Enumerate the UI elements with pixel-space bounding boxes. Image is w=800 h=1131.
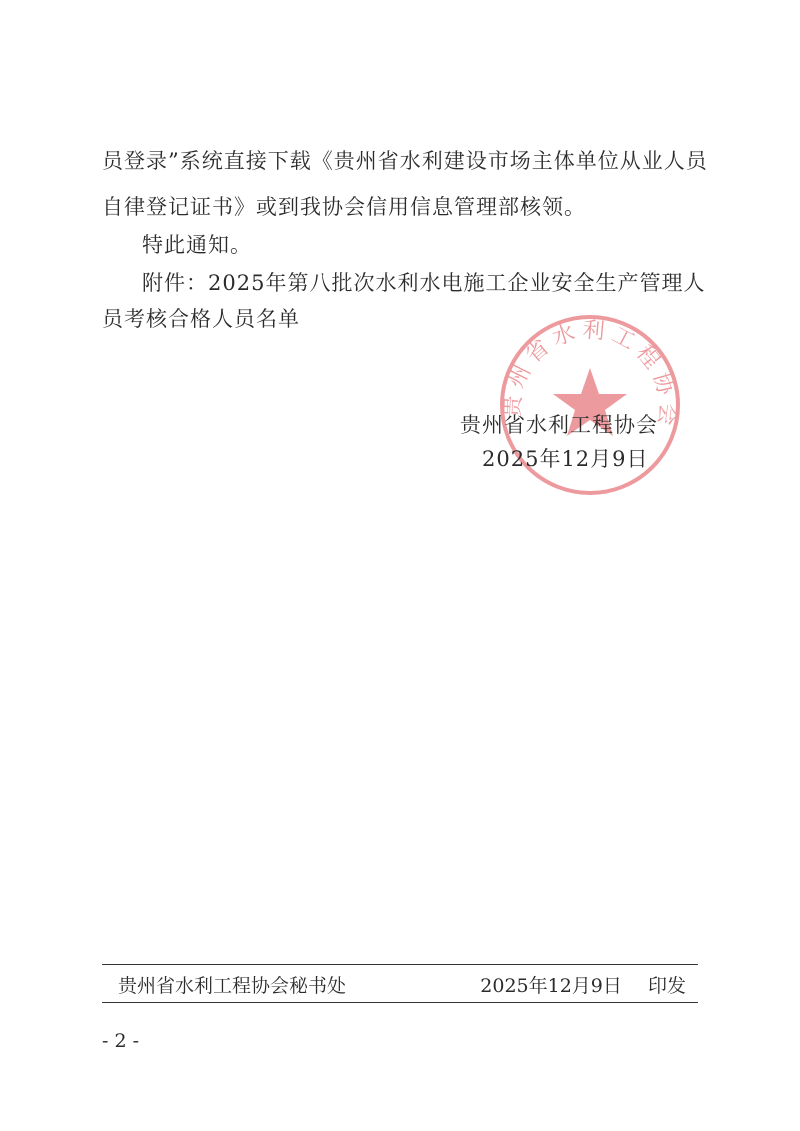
footer-issue-date: 2025年12月9日 <box>480 975 622 997</box>
attachment-line-2: 员考核合格人员名单 <box>102 307 300 331</box>
body-line-2: 自律登记证书》或到我协会信用信息管理部核领。 <box>102 195 586 219</box>
signature-block <box>460 408 700 476</box>
svg-text:贵州省水利工程协会: 贵州省水利工程协会 <box>500 317 681 433</box>
body-line-1: 员登录”系统直接下载《贵州省水利建设市场主体单位从业人员 <box>102 149 708 173</box>
signing-date: 2025年12月9日 <box>482 447 649 471</box>
closing-phrase: 特此通知。 <box>142 233 252 257</box>
footer-issuer: 贵州省水利工程协会秘书处 <box>118 975 347 997</box>
signing-organization: 贵州省水利工程协会 <box>460 413 658 437</box>
footer-issue-info <box>480 971 686 1001</box>
footer-bottom-rule <box>102 1002 698 1003</box>
footer-issue-suffix: 印发 <box>647 975 686 997</box>
page-number: - 2 - <box>102 1030 140 1052</box>
attachment-line-1: 附件：2025年第八批次水利水电施工企业安全生产管理人 <box>142 271 706 295</box>
footer-top-rule <box>102 964 698 965</box>
footer-row <box>102 971 698 1001</box>
